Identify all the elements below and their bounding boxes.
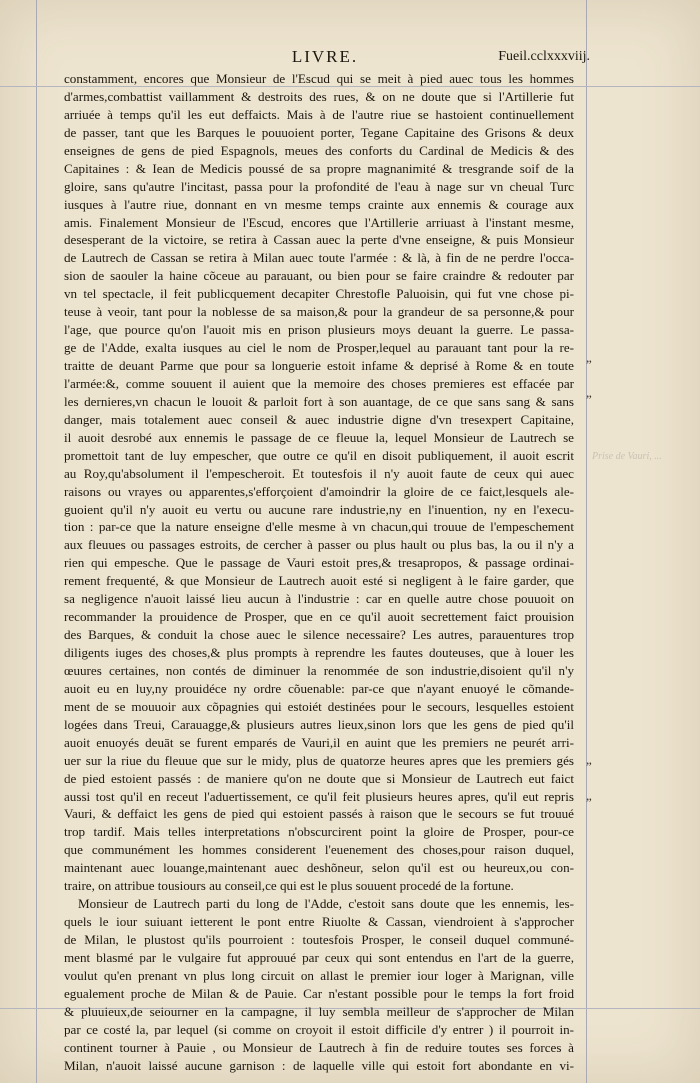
- text-line: continent tourner à Pauie , ou Monsieur de Lautrech à fin de reduire toutes ses forces à: [64, 1039, 574, 1055]
- text-line: recommander la prouidence de Prosper, que en ce qu'il auoit secrettement faict prouision: [64, 609, 574, 625]
- text-line: maintenant auec louange,maintenant auec deshõneur, selon qu'il est ou heureux,ou con-: [64, 860, 574, 876]
- ruler-line-left: [36, 0, 37, 1083]
- text-line: sion de saouler la haine cõceue au parauant, ou bien pour se faire craindre & redouter par: [64, 268, 574, 284]
- text-line: gloire, sans qu'autre l'incitast, passa pour la profondité de l'eau à nage sur vn cheual Turc: [64, 178, 574, 194]
- text-line: logées dans Treui, Carauagge,& plusieurs autres lieux,sinon lors que les gens de pied qu'il: [64, 716, 574, 732]
- folio-number: Fueil.cclxxxviij.: [498, 49, 590, 64]
- text-line: rien qui empesche. Que le passage de Vauri estoit pres,& tresapropos, & passage ordinai-: [64, 555, 574, 571]
- text-line: enseignes de gens de pied Espagnols, meues des conforts du Cardinal de Medicis & des: [64, 142, 574, 158]
- text-line: quels le iour suiuant ietterent le pont entre Riuolte & Cassan, viendroient à s'approcher: [64, 914, 574, 930]
- quote-mark: „: [586, 385, 592, 400]
- text-line: de Milan, le plustost qu'ils pourroient : toutesfois Prosper, le conseil duquel communé-: [64, 932, 574, 947]
- text-line: aux fleuues ou passages estroits, de cercher à passer ou plus hault ou plus bas, la ou il n'y a: [64, 537, 574, 553]
- text-line: sa negligence n'auoit laissé lieu aucun à l'industrie : car en quelle autre chose pouuoit on: [64, 591, 574, 607]
- text-line: arriuée à temps qu'il les eut deffaicts. Mais à de l'autre riue se hastoient continuellement: [64, 106, 574, 122]
- text-line: & pluuieux,de seiourner en la campagne, il luy sembla meilleur de s'approcher de Milan: [64, 1003, 574, 1019]
- text-line: l'age, que pource qu'on l'auoit mis en prison plusieurs moys deuant la guerre. Le passa-: [64, 322, 574, 338]
- running-head: LIVRE.: [291, 47, 359, 66]
- text-line: ment blasmé par le vulgaire fut approuué par ceux qui sont entendus en l'art de la guerre,: [64, 949, 574, 965]
- text-line: de passer, tant que les Barques le pouuoient porter, Tegane Capitaine des Grisons & deux: [64, 124, 574, 140]
- text-line: les dernieres,vn chacun le louoit & parloit fort à son auantage, de ce que sans sang & sans: [64, 393, 574, 409]
- text-line: trop tardif. Mais telles interpretations n'obscurcirent point la gloire de Prosper, pour-ce: [64, 824, 574, 840]
- text-line: rement frequenté, & que Monsieur de Lautrech auoit esté si negligent à le faire garder, que: [64, 573, 574, 589]
- text-line: raisons ou vrayes ou apparentes,s'efforçoient d'amoindrir la gloire de ce faict,lesquels ale-: [64, 483, 574, 499]
- ruler-line-right: [586, 0, 587, 1083]
- text-line: il auoit desrobé aux ennemis le passage de ce fleuue la, lequel Monsieur de Lautrech se: [64, 429, 574, 445]
- text-line: d'armes,combattist vaillamment & destroits des rues, & on ne doute que si l'Artillerie fut: [64, 88, 574, 104]
- text-line: danger, mais totalement auec conseil & auec industrie digne d'vn tresexpert Capitaine,: [64, 411, 574, 427]
- quote-mark: „: [586, 350, 592, 365]
- margin-note: Prise de Vauri, ...: [592, 451, 662, 462]
- text-line: desesperant de la victoire, se retira à Cassan auec la perte d'vne enseigne, & puis Monsieur: [64, 232, 574, 248]
- text-line: que communément les hommes considerent l'euenement des choses,pour raison duquel,: [64, 842, 574, 858]
- text-line: vn tel spectacle, il feit publicquement decapiter Chrestofle Paluoisin, qui fut vne chose pi-: [64, 286, 574, 302]
- text-line: promettoit tant de luy empescher, que outre ce qu'il en disoit publiquement, il auoit escrit: [64, 447, 574, 463]
- body-text: [64, 70, 574, 1075]
- text-line: ge de l'Adde, exalta iusques au ciel le nom de Prosper,lequel au parauant tant pour la re-: [64, 340, 574, 356]
- text-line: voulut qu'en prenant vn plus long circuit on allast le premier iour loger à Marignan, ville: [64, 967, 574, 983]
- text-line: Milan, n'auoit laissé aucune garnison : de laquelle ville qui estoit fort abondante en vi-: [64, 1057, 574, 1073]
- quote-mark: „: [586, 752, 592, 767]
- text-line: Capitaines : & Iean de Medicis poussé de sa propre magnanimité & tresgrande soif de la: [64, 160, 574, 176]
- text-line: diligents iuges des choses,& plus prompts à reprendre les fautes douteuses, que à louer les: [64, 645, 574, 660]
- text-line: guoient qu'il n'y auoit eu vertu ou aucune rare industrie,ny en l'inuention, ny en l'execu-: [64, 501, 574, 517]
- text-line: teuse à veoir, tant pour la noblesse de sa maison,& pour la grandeur de sa personne,& pour: [64, 304, 574, 320]
- text-line: ment de se mouuoir aux cõpagnies qui estoiét destinées pour le secours, lesquelles estoient: [64, 698, 574, 714]
- quote-mark: „: [586, 788, 592, 803]
- page-header: [60, 47, 590, 71]
- text-line: Vauri, & deffaict les gens de pied qui estoient passés à raison que le secours se fut trouué: [64, 806, 574, 822]
- text-line: egualement proche de Milan & de Pauie. Car n'estant possible pour le temps la fort froid: [64, 985, 574, 1001]
- text-line: auoit eu en luy,ny prouidéce ny ordre cõuenable: par-ce que n'ayant enuoyé le cõmande-: [64, 680, 574, 696]
- text-line: l'armée:&, comme souuent il auient que la memoire des choses premieres est effacée par: [64, 375, 574, 391]
- text-line: aussi tost qu'il en receut l'aduertissement, ce qu'il feit plusieurs heures apres, qu'il eut repris: [64, 788, 574, 804]
- text-line: constamment, encores que Monsieur de l'Escud qui se meit à pied auec tous les hommes: [64, 71, 574, 86]
- text-line: de pied estoient passés : de maniere qu'on ne doute que si Monsieur de Lautrech eut faict: [64, 770, 574, 786]
- text-line: amis. Finalement Monsieur de l'Escud, encores que l'Artillerie arriuast à l'instant mesme,: [64, 214, 574, 230]
- text-line: traire, on attribue tousiours au conseil,ce qui est le plus souuent procedé de la fortune.: [64, 878, 514, 894]
- text-line: traitte de deuant Parme que pour sa longuerie estoit infame & deprisé à Rome & en toute: [64, 358, 574, 373]
- text-line: Monsieur de Lautrech parti du long de l'Adde, c'estoit sans doute que les ennemis, les-: [78, 896, 574, 912]
- text-line: auoit enuoyés deuāt se furent emparés de Vauri,il en auint que les premiers ne peurét arri-: [64, 734, 574, 750]
- text-line: iusques à l'autre riue, donnant en vn mesme temps crainte aux ennemis & courage aux: [64, 196, 574, 212]
- text-line: œuures certaines, non contés de diminuer la renommée de son industrie,disoient qu'il n'y: [64, 662, 574, 678]
- text-line: de Lautrech de Cassan se retira à Milan auec toute l'armée : & là, à fin de ne perdre l'occa-: [64, 250, 574, 266]
- text-line: tion : par-ce que la nature enseigne d'elle mesme à vn chacun,qui trouue de l'empeschement: [64, 519, 574, 535]
- text-line: au Roy,qu'absolument il l'empescheroit. Et toutesfois il n'y auoit faute de ceux qui auec: [64, 465, 574, 481]
- text-line: des Barques, & conduit la chose auec le silence necessaire? Les autres, parauentures trop: [64, 627, 574, 643]
- text-line: par ce costé la, par lequel (si comme on croyoit il estoit difficile d'y entrer ) il pourroit in-: [64, 1021, 574, 1037]
- text-line: uer sur la riue du fleuue que sur le midy, plus de quatorze heures apres que les premiers gés: [64, 752, 574, 768]
